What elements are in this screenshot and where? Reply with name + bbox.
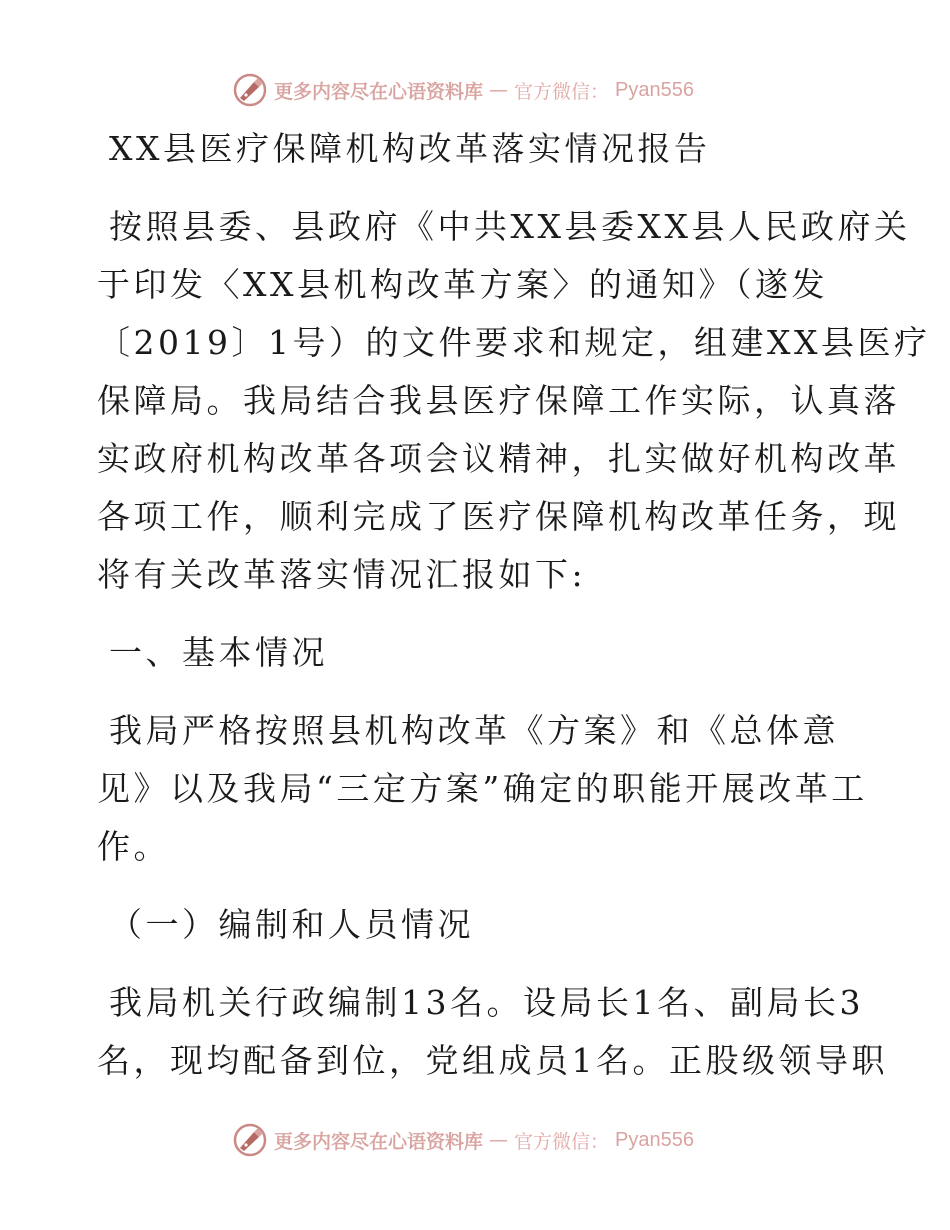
- paragraph-line: 名，现均配备到位，党组成员1名。正股级领导职: [97, 1041, 888, 1080]
- paragraph-line: 按照县委、县政府《中共XX县委XX县人民政府关: [109, 207, 911, 246]
- paragraph-line: 实政府机构改革各项会议精神，扎实做好机构改革: [97, 439, 900, 478]
- paragraph-basic: [97, 702, 868, 876]
- watermark-banner-bottom: [232, 1120, 752, 1160]
- document-body: [97, 120, 931, 1090]
- pen-nib-logo-icon: [232, 1122, 268, 1158]
- paragraph-staffing: [97, 974, 888, 1090]
- watermark-banner-top: [232, 70, 752, 110]
- paragraph-line: 作。: [97, 827, 170, 866]
- banner-main-text: 更多内容尽在心语资料库: [274, 1130, 484, 1153]
- banner-main-text: 更多内容尽在心语资料库: [274, 80, 484, 103]
- paragraph-line: 我局机关行政编制13名。设局长1名、副局长3: [109, 983, 864, 1022]
- paragraph-line: 我局严格按照县机构改革《方案》和《总体意: [109, 711, 839, 750]
- paragraph-line: 于印发〈XX县机构改革方案〉的通知》（遂发: [97, 265, 828, 304]
- pen-nib-logo-icon: [232, 72, 268, 108]
- banner-separator: —: [489, 1129, 509, 1151]
- paragraph-line: 保障局。我局结合我县医疗保障工作实际，认真落: [97, 381, 900, 420]
- document-title: XX县医疗保障机构改革落实情况报告: [109, 129, 711, 168]
- paragraph-line: 将有关改革落实情况汇报如下:: [97, 555, 587, 594]
- banner-separator: —: [489, 79, 509, 101]
- section-heading-1: 一、基本情况: [109, 633, 328, 672]
- paragraph-line: 〔2019〕1号）的文件要求和规定，组建XX县医疗: [97, 323, 931, 362]
- paragraph-line: 各项工作，顺利完成了医疗保障机构改革任务，现: [97, 497, 900, 536]
- banner-wechat-label: 官方微信：: [514, 1130, 610, 1153]
- banner-wechat-id: Pyan556: [615, 78, 694, 101]
- banner-wechat-id: Pyan556: [615, 1128, 694, 1151]
- paragraph-intro: [97, 198, 931, 604]
- paragraph-line: 见》以及我局“三定方案”确定的职能开展改革工: [97, 769, 868, 808]
- banner-wechat-label: 官方微信：: [514, 80, 610, 103]
- section-heading-2: （一）编制和人员情况: [109, 905, 474, 944]
